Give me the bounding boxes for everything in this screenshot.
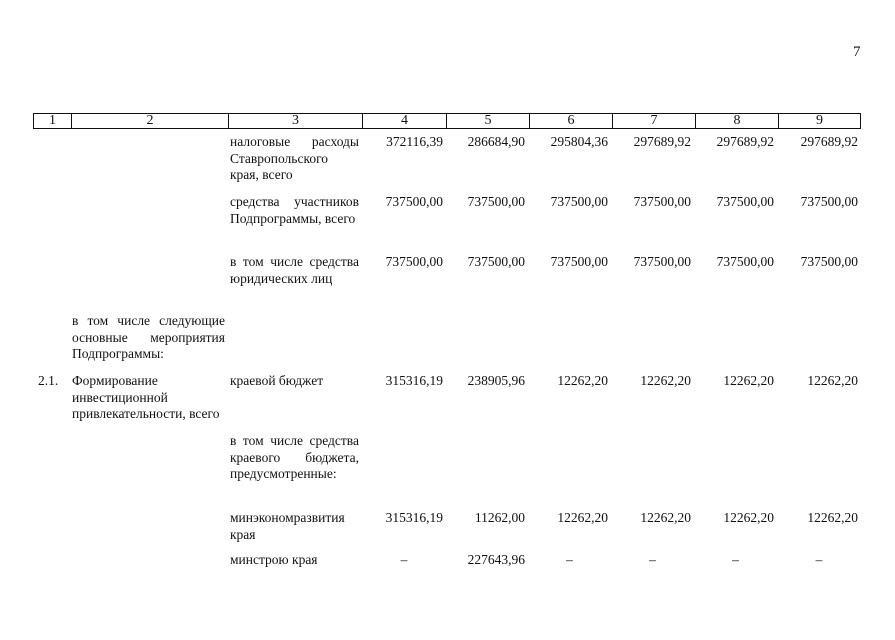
row-6-value-4: 315316,19: [385, 510, 443, 525]
row-0-value-6: 295804,36: [550, 134, 608, 149]
header-col-7: 7: [613, 114, 696, 128]
row-4-source: краевой бюджет: [230, 373, 324, 388]
row-1-value-4: 737500,00: [385, 194, 443, 209]
row-0-value-7: 297689,92: [633, 134, 691, 149]
row-2-value-9: 737500,00: [800, 254, 858, 269]
row-6-value-8: 12262,20: [723, 510, 774, 525]
row-6-value-7: 12262,20: [640, 510, 691, 525]
row-4-value-4: 315316,19: [385, 373, 443, 388]
header-col-9: 9: [816, 113, 823, 128]
row-2-value-8: 737500,00: [716, 254, 774, 269]
row-7-value-6: –: [566, 552, 573, 567]
header-col-4: 4: [363, 114, 447, 128]
row-0-value-5: 286684,90: [467, 134, 525, 149]
header-col-5: 5: [447, 114, 530, 128]
header-col-6: 6: [530, 114, 613, 128]
header-col-3: 3: [229, 114, 363, 128]
row-2-value-7: 737500,00: [633, 254, 691, 269]
row-4-activity: Формирование инвестиционной привлекательности, всего: [72, 373, 220, 421]
row-1-value-7: 737500,00: [633, 194, 691, 209]
row-1-value-8: 737500,00: [716, 194, 774, 209]
row-7-value-8: –: [732, 552, 739, 567]
row-4-value-5: 238905,96: [467, 373, 525, 388]
row-2-value-4: 737500,00: [385, 254, 443, 269]
row-0-value-4: 372116,39: [386, 134, 443, 149]
row-7-value-9: –: [815, 552, 823, 567]
row-7-value-4: –: [400, 552, 408, 567]
row-6-value-6: 12262,20: [557, 510, 608, 525]
row-6-value-9: 12262,20: [807, 510, 858, 525]
row-1-source: средства участников Подпрограммы, всего: [230, 194, 359, 226]
row-3-activity: в том числе следующие основные мероприятия Подпрограммы:: [72, 313, 225, 361]
row-0-value-9: 297689,92: [800, 134, 858, 149]
row-2-source: в том числе средства юридических лиц: [230, 254, 359, 286]
header-col-2: 2: [72, 114, 229, 128]
row-0-source: налоговые расходы Ставропольского края, всего: [230, 134, 359, 182]
page-number: 7: [853, 44, 861, 60]
row-2-value-6: 737500,00: [550, 254, 608, 269]
row-5-source: в том числе средства краевого бюджета, предусмотренные:: [230, 433, 359, 481]
table-header-row: [33, 113, 861, 129]
row-1-value-6: 737500,00: [550, 194, 608, 209]
row-4-value-6: 12262,20: [557, 373, 608, 388]
row-0-value-8: 297689,92: [716, 134, 774, 149]
row-7-source: минстрою края: [230, 552, 318, 567]
header-col-8: 8: [696, 114, 779, 128]
row-7-value-5: 227643,96: [467, 552, 525, 567]
header-col-1: 1: [34, 114, 72, 128]
row-4-number: 2.1.: [38, 373, 59, 388]
row-4-value-7: 12262,20: [640, 373, 691, 388]
row-1-value-9: 737500,00: [800, 194, 858, 209]
row-1-value-5: 737500,00: [467, 194, 525, 209]
row-6-source: минэкономразвития края: [230, 510, 345, 542]
row-4-value-8: 12262,20: [723, 373, 774, 388]
row-7-value-7: –: [649, 552, 656, 567]
row-4-value-9: 12262,20: [807, 373, 858, 388]
row-2-value-5: 737500,00: [467, 254, 525, 269]
row-6-value-5: 11262,00: [474, 510, 525, 525]
